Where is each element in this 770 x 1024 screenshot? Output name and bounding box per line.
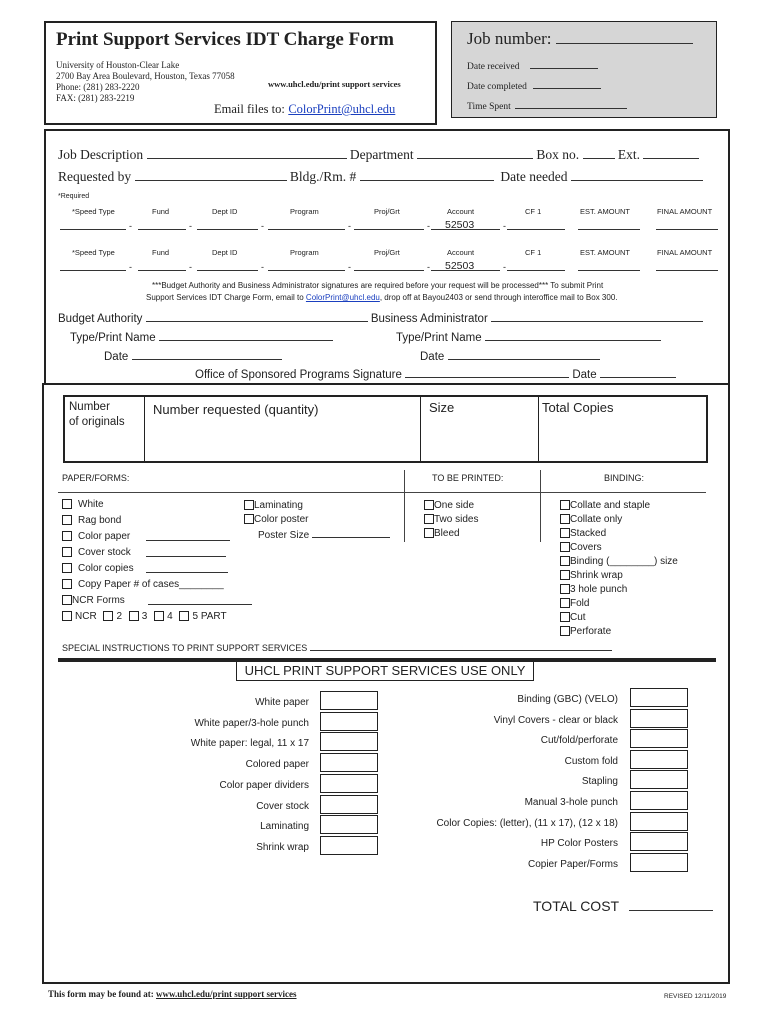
budget-row xyxy=(58,309,703,325)
account-col-header: Fund xyxy=(152,207,170,216)
account-field[interactable] xyxy=(138,229,186,230)
use-left-label: Color paper dividers xyxy=(219,779,309,791)
paper-option-label: Color paper xyxy=(78,531,131,542)
sponsored-field[interactable] xyxy=(405,365,569,378)
time-spent[interactable] xyxy=(467,99,627,112)
bldg-rm-label: Bldg./Rm. # xyxy=(289,169,357,184)
total-cost-field[interactable] xyxy=(629,896,713,911)
account-col-header: Fund xyxy=(152,248,170,257)
date-label-1: Date xyxy=(104,351,129,363)
use-left-box[interactable] xyxy=(320,712,378,731)
total-cost-row xyxy=(533,896,713,914)
binding-checkbox[interactable] xyxy=(560,598,570,608)
date-received-label: Date received xyxy=(467,62,520,72)
account-col-header: Dept ID xyxy=(212,207,238,216)
use-right-box[interactable] xyxy=(630,688,688,707)
binding-option[interactable] xyxy=(560,584,627,595)
use-right-box[interactable] xyxy=(630,791,688,810)
account-col-header: FINAL AMOUNT xyxy=(657,207,713,216)
account-separator: - xyxy=(348,221,351,231)
paper-heading: PAPER/FORMS: xyxy=(62,473,130,483)
laminating-option[interactable] xyxy=(244,500,303,511)
email-link[interactable]: ColorPrint@uhcl.edu xyxy=(288,102,396,116)
ncr-2-label: 2 xyxy=(116,611,123,622)
form-title: Print Support Services IDT Charge Form xyxy=(56,29,394,50)
type-print-name-label-2: Type/Print Name xyxy=(396,332,482,344)
use-right-label: Binding (GBC) (VELO) xyxy=(517,694,618,705)
job-description-label: Job Description xyxy=(58,147,144,162)
account-separator: - xyxy=(189,221,192,231)
paper-checkbox[interactable] xyxy=(62,579,72,589)
use-left-box[interactable] xyxy=(320,836,378,855)
printed-checkbox[interactable] xyxy=(424,514,434,524)
date-received[interactable] xyxy=(467,59,598,72)
account-value: 52503 xyxy=(445,219,475,231)
account-separator: - xyxy=(427,262,430,272)
footer-url-link[interactable]: www.uhcl.edu/print support services xyxy=(156,989,297,999)
type-print-row-right xyxy=(396,328,661,344)
header-box xyxy=(44,21,437,125)
account-field[interactable] xyxy=(197,270,258,271)
account-separator: - xyxy=(503,262,506,272)
special-instructions-label: SPECIAL INSTRUCTIONS TO PRINT SUPPORT SERVICES xyxy=(62,643,308,653)
paper-option-label: White xyxy=(78,499,104,510)
account-col-header: FINAL AMOUNT xyxy=(657,248,713,257)
binding-option[interactable] xyxy=(560,528,606,539)
paper-option[interactable] xyxy=(62,531,130,542)
binding-option[interactable] xyxy=(560,500,650,511)
use-left-box[interactable] xyxy=(320,774,378,793)
ncr-4-label: 4 xyxy=(167,611,173,622)
address-block xyxy=(56,60,235,104)
binding-option[interactable] xyxy=(560,542,602,553)
binding-option-label: Cut xyxy=(570,612,586,623)
paper-option[interactable] xyxy=(62,579,224,590)
account-field[interactable] xyxy=(60,229,126,230)
paper-option-label: Rag bond xyxy=(78,515,122,526)
num-originals-label xyxy=(69,400,125,430)
use-right-box[interactable] xyxy=(630,709,688,728)
size-label: Size xyxy=(429,400,455,415)
poster-size-field[interactable] xyxy=(312,528,390,538)
printed-option-label: Two sides xyxy=(434,514,479,525)
printed-heading: TO BE PRINTED: xyxy=(432,473,504,483)
account-field[interactable] xyxy=(268,270,345,271)
account-field[interactable] xyxy=(507,270,565,271)
department-label: Department xyxy=(349,147,414,162)
use-left-label: Colored paper xyxy=(245,759,309,771)
ncr-label: NCR xyxy=(75,611,97,622)
account-col-header: Proj/Grt xyxy=(374,207,400,216)
use-left-label: White paper/3-hole punch xyxy=(194,717,309,729)
box-no-field[interactable] xyxy=(583,146,615,159)
address-line-2: 2700 Bay Area Boulevard, Houston, Texas 77058 xyxy=(56,71,235,81)
account-col-header: EST. AMOUNT xyxy=(580,248,631,257)
ncr-3-label: 3 xyxy=(141,611,148,622)
date-label-2: Date xyxy=(420,351,445,363)
type-print-name-field-1[interactable] xyxy=(159,328,333,341)
ncr-3-checkbox[interactable] xyxy=(129,611,139,621)
paper-option-label: NCR Forms xyxy=(72,595,125,606)
use-right-label: Custom fold xyxy=(564,755,618,767)
date-needed-label: Date needed xyxy=(500,169,568,184)
binding-checkbox[interactable] xyxy=(560,514,570,524)
box-no-label: Box no. xyxy=(536,147,580,162)
budget-authority-field[interactable] xyxy=(146,309,368,322)
ext-label: Ext. xyxy=(617,147,640,162)
binding-option-label: Collate only xyxy=(570,514,623,525)
date-needed-field[interactable] xyxy=(571,168,703,181)
requested-by-row xyxy=(58,168,703,185)
paper-option-label: Color copies xyxy=(78,563,134,574)
binding-checkbox[interactable] xyxy=(560,626,570,636)
use-right-box[interactable] xyxy=(630,832,688,851)
num-requested-label: Number requested (quantity) xyxy=(153,402,319,417)
job-number-label: Job number: xyxy=(467,29,552,48)
sponsored-row xyxy=(195,365,676,381)
sponsored-label: Office of Sponsored Programs Signature xyxy=(195,369,402,381)
ncr-checkbox[interactable] xyxy=(62,611,72,621)
account-separator: - xyxy=(503,221,506,231)
use-left-label: Laminating xyxy=(260,821,309,833)
account-separator: - xyxy=(129,221,132,231)
ncr-5-checkbox[interactable] xyxy=(179,611,189,621)
account-col-header: EST. AMOUNT xyxy=(580,207,631,216)
printed-option-label: One side xyxy=(434,500,475,511)
account-col-header: Dept ID xyxy=(212,248,238,257)
date-completed[interactable] xyxy=(467,79,601,92)
binding-option[interactable] xyxy=(560,570,623,581)
paper-checkbox[interactable] xyxy=(62,547,72,557)
notice-line-2 xyxy=(146,293,618,302)
time-spent-label: Time Spent xyxy=(467,102,511,112)
email-label: Email files to: xyxy=(214,102,285,116)
use-only-heading-text: UHCL PRINT SUPPORT SERVICES USE ONLY xyxy=(244,663,526,678)
budget-authority-label: Budget Authority xyxy=(58,313,143,325)
paper-option-label: Copy Paper # of cases________ xyxy=(78,579,224,590)
account-field[interactable] xyxy=(578,229,640,230)
total-cost-label: TOTAL COST xyxy=(533,898,619,914)
paper-option[interactable] xyxy=(62,515,121,526)
use-right-label: Vinyl Covers - clear or black xyxy=(493,714,618,726)
paper-checkbox[interactable] xyxy=(62,499,72,509)
printed-option[interactable] xyxy=(424,500,474,511)
paper-option-field[interactable] xyxy=(146,563,228,573)
use-left-label: Cover stock xyxy=(256,800,309,812)
paper-option[interactable] xyxy=(62,563,134,574)
poster-size-label: Poster Size xyxy=(258,530,310,541)
requested-by-field[interactable] xyxy=(135,168,287,181)
use-right-box[interactable] xyxy=(630,853,688,872)
account-field[interactable] xyxy=(268,229,345,230)
date-field-2[interactable] xyxy=(448,347,600,360)
account-value: 52503 xyxy=(445,260,475,272)
binding-checkbox[interactable] xyxy=(560,542,570,552)
binding-option[interactable] xyxy=(560,556,678,567)
bldg-rm-field[interactable] xyxy=(360,168,494,181)
account-col-header: *Speed Type xyxy=(72,207,115,216)
binding-checkbox[interactable] xyxy=(560,500,570,510)
paper-option-field[interactable] xyxy=(148,595,252,605)
binding-option[interactable] xyxy=(560,514,622,525)
color-poster-label: Color poster xyxy=(254,514,309,525)
paper-checkbox[interactable] xyxy=(62,563,72,573)
account-col-header: Program xyxy=(290,248,319,257)
color-poster-option[interactable] xyxy=(244,514,308,525)
printed-option[interactable] xyxy=(424,528,460,539)
paper-checkbox[interactable] xyxy=(62,515,72,525)
account-separator: - xyxy=(261,221,264,231)
binding-option-label: Fold xyxy=(570,598,590,609)
paper-option-field[interactable] xyxy=(146,531,230,541)
laminating-label: Laminating xyxy=(254,500,303,511)
notice-line-1: ***Budget Authority and Business Administrator signatures are required before your request will be processed*** To submit Print xyxy=(152,281,604,290)
binding-option-label: Stacked xyxy=(570,528,607,539)
color-poster-checkbox[interactable] xyxy=(244,514,254,524)
paper-option[interactable] xyxy=(62,499,104,510)
notice-email-link[interactable]: ColorPrint@uhcl.edu xyxy=(305,293,380,302)
use-right-label: Copier Paper/Forms xyxy=(527,858,618,870)
job-description-field[interactable] xyxy=(147,146,347,159)
account-separator: - xyxy=(189,262,192,272)
total-copies-label: Total Copies xyxy=(542,400,614,415)
ncr-2-checkbox[interactable] xyxy=(103,611,113,621)
special-instructions-field[interactable] xyxy=(310,641,612,651)
num-originals-line-2: of originals xyxy=(69,416,125,428)
website-text: www.uhcl.edu/print support services xyxy=(268,79,401,89)
notice-line-2-post: , drop off at Bayou2403 or send through interoffice mail to Box 300. xyxy=(379,293,618,302)
notice-line-2-pre: Support Services IDT Charge Form, email to xyxy=(146,293,304,302)
use-left-label: White paper xyxy=(255,697,309,708)
date-row-right xyxy=(420,347,600,363)
account-col-header: *Speed Type xyxy=(72,248,115,257)
address-line-1: University of Houston-Clear Lake xyxy=(56,60,180,70)
account-separator: - xyxy=(261,262,264,272)
binding-checkbox[interactable] xyxy=(560,570,570,580)
requested-by-label: Requested by xyxy=(58,169,132,184)
address-line-4: FAX: (281) 283-2219 xyxy=(56,93,135,103)
use-only-heading xyxy=(236,661,534,681)
account-separator: - xyxy=(348,262,351,272)
account-col-header: Account xyxy=(447,207,475,216)
use-left-label: Shrink wrap xyxy=(256,841,309,853)
binding-option-label: Shrink wrap xyxy=(570,570,623,581)
paper-option[interactable] xyxy=(62,595,125,606)
account-col-header: Proj/Grt xyxy=(374,248,400,257)
business-admin-field[interactable] xyxy=(491,309,703,322)
paper-option-field[interactable] xyxy=(146,547,226,557)
sponsored-date-field[interactable] xyxy=(600,365,676,378)
account-col-header: CF 1 xyxy=(525,248,542,257)
account-field[interactable] xyxy=(578,270,640,271)
date-field-1[interactable] xyxy=(132,347,282,360)
use-right-label: Color Copies: (letter), (11 x 17), (12 x 18) xyxy=(436,817,618,829)
date-completed-label: Date completed xyxy=(467,82,527,92)
paper-option[interactable] xyxy=(62,547,131,558)
account-col-header: Program xyxy=(290,207,319,216)
binding-heading: BINDING: xyxy=(604,473,645,483)
footer-found-at-label: This form may be found at: xyxy=(48,989,154,999)
binding-option[interactable] xyxy=(560,598,589,609)
paper-checkbox[interactable] xyxy=(62,595,72,605)
printed-option-label: Bleed xyxy=(434,528,460,539)
sponsored-date-label: Date xyxy=(572,369,597,381)
type-print-name-label-1: Type/Print Name xyxy=(70,332,156,344)
ext-field[interactable] xyxy=(643,146,699,159)
ncr-parts-row xyxy=(62,611,227,622)
footer-found-at xyxy=(48,989,297,999)
binding-checkbox[interactable] xyxy=(560,584,570,594)
binding-option-label: Perforate xyxy=(570,626,612,637)
use-right-box[interactable] xyxy=(630,729,688,748)
account-field[interactable] xyxy=(656,270,718,271)
account-field[interactable] xyxy=(197,229,258,230)
binding-option-label: Binding (________) size xyxy=(570,556,678,567)
binding-option[interactable] xyxy=(560,626,611,637)
ncr-5-label: 5 PART xyxy=(192,611,227,622)
account-field[interactable] xyxy=(138,270,186,271)
use-left-label: White paper: legal, 11 x 17 xyxy=(190,738,309,750)
ncr-4-checkbox[interactable] xyxy=(154,611,164,621)
binding-checkbox[interactable] xyxy=(560,556,570,566)
account-separator: - xyxy=(427,221,430,231)
use-right-label: Stapling xyxy=(581,776,618,788)
use-left-box[interactable] xyxy=(320,795,378,814)
use-left-box[interactable] xyxy=(320,753,378,772)
use-right-box[interactable] xyxy=(630,812,688,831)
department-field[interactable] xyxy=(417,146,533,159)
account-field[interactable] xyxy=(507,229,565,230)
account-col-header: Account xyxy=(447,248,475,257)
use-right-label: Cut/fold/perforate xyxy=(540,735,618,747)
type-print-name-field-2[interactable] xyxy=(485,328,661,341)
binding-checkbox[interactable] xyxy=(560,612,570,622)
paper-checkbox[interactable] xyxy=(62,531,72,541)
use-left-box[interactable] xyxy=(320,691,378,710)
account-field[interactable] xyxy=(60,270,126,271)
job-description-row xyxy=(58,146,699,163)
use-right-box[interactable] xyxy=(630,750,688,769)
use-right-label: HP Color Posters xyxy=(540,838,618,850)
printed-checkbox[interactable] xyxy=(424,528,434,538)
job-number[interactable] xyxy=(467,28,693,49)
use-left-box[interactable] xyxy=(320,815,378,834)
printed-option[interactable] xyxy=(424,514,478,525)
binding-option-label: Collate and staple xyxy=(570,500,651,511)
binding-checkbox[interactable] xyxy=(560,528,570,538)
account-separator: - xyxy=(129,262,132,272)
job-box xyxy=(451,21,717,118)
use-right-label: Manual 3-hole punch xyxy=(524,797,618,808)
account-col-header: CF 1 xyxy=(525,207,542,216)
required-note: *Required xyxy=(58,193,90,200)
quantity-box xyxy=(63,395,708,463)
type-print-row-left xyxy=(70,328,333,344)
footer-revised: REVISED 12/11/2019 xyxy=(664,993,727,1000)
binding-option-label: Covers xyxy=(570,542,602,553)
poster-size-row xyxy=(258,528,390,541)
laminating-checkbox[interactable] xyxy=(244,500,254,510)
binding-option-label: 3 hole punch xyxy=(570,584,628,595)
account-field[interactable] xyxy=(656,229,718,230)
business-admin-label: Business Administrator xyxy=(370,313,488,325)
account-field[interactable] xyxy=(354,229,424,230)
date-row-left xyxy=(104,347,282,363)
binding-option[interactable] xyxy=(560,612,586,623)
use-left-box[interactable] xyxy=(320,732,378,751)
num-originals-line-1: Number xyxy=(69,401,110,413)
printed-checkbox[interactable] xyxy=(424,500,434,510)
special-instructions-row xyxy=(62,641,612,653)
account-field[interactable] xyxy=(354,270,424,271)
email-line xyxy=(214,102,395,117)
use-right-box[interactable] xyxy=(630,770,688,789)
paper-option-label: Cover stock xyxy=(78,547,131,558)
address-line-3: Phone: (281) 283-2220 xyxy=(56,82,140,92)
